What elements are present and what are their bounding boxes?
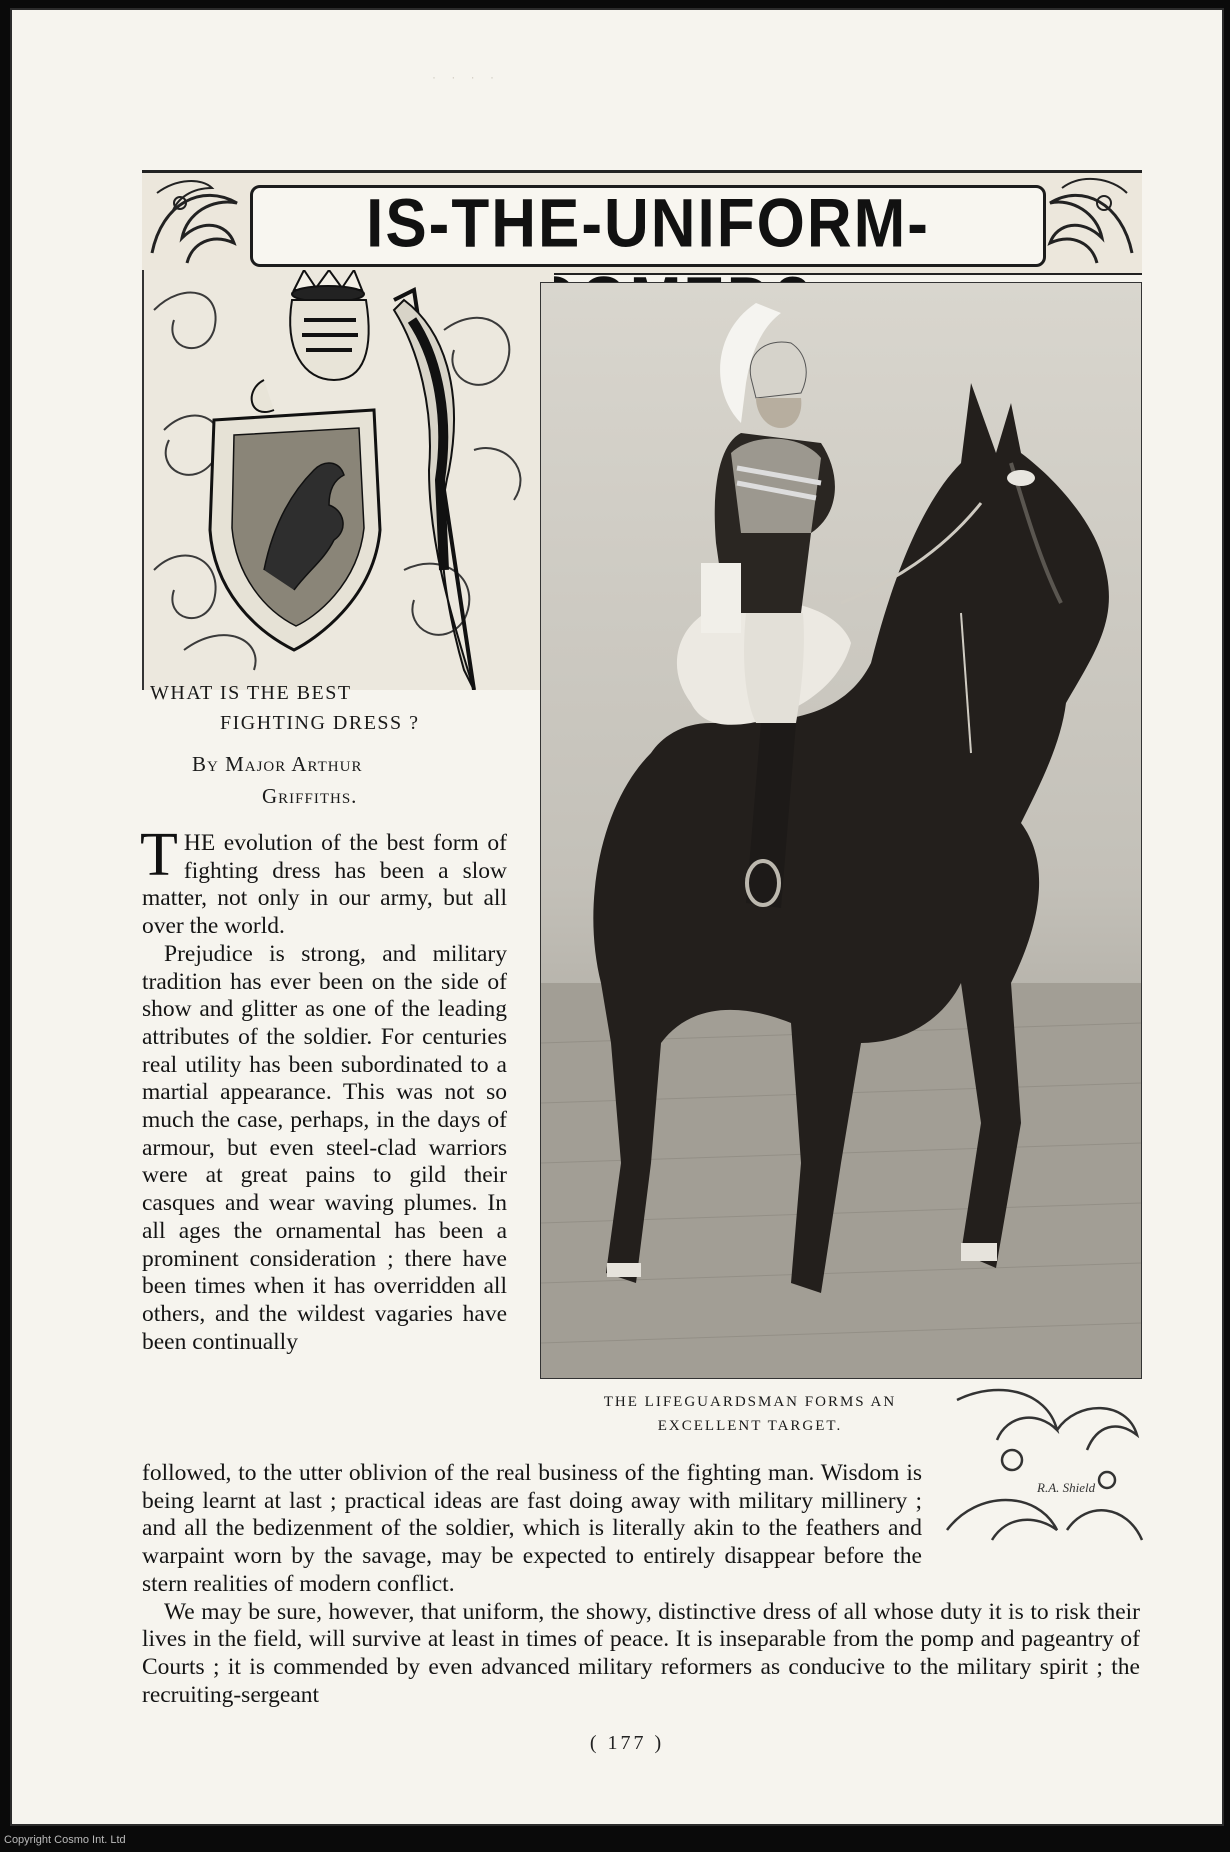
left-flourish-ornament — [142, 173, 252, 269]
coat-of-arms-drawing — [144, 270, 554, 690]
drop-cap: T — [140, 821, 178, 889]
caption-line-2: EXCELLENT TARGET. — [657, 1418, 843, 1434]
subheading — [150, 678, 510, 738]
crowned-helm — [252, 270, 369, 412]
body-column — [140, 821, 507, 1356]
paragraph-2-continued: followed, to the utter oblivion of the real business of the fighting man. Wisdom is being learnt at last ; practical ideas are fast doing away with military millinery ; and all the bedizenment of the soldier, which is literally akin to the feathers and warpaint worn by the savage, may be expected to entirely disappear before the stern realities of modern conflict. — [142, 1460, 922, 1597]
title-banner — [142, 170, 1142, 275]
paragraph-1 — [140, 821, 507, 941]
caption-line-1: THE LIFEGUARDSMAN FORMS AN — [603, 1394, 897, 1410]
artist-signature: R.A. Shield — [1037, 1480, 1096, 1495]
running-head: · · · · — [432, 70, 500, 84]
subheading-line-1: WHAT IS THE BEST — [150, 682, 352, 704]
copyright-notice: Copyright Cosmo Int. Ltd — [4, 1834, 126, 1846]
paragraph-3: We may be sure, however, that uniform, the showy, distinctive dress of all whose duty it is to risk their lives in the field, will survive at least in times of peace. It is inseparable from the pomp and pageantry of Courts ; it is commended by even advanced military reformers as conducive to the military spirit ; the recruiting-sergeant — [142, 1598, 1140, 1708]
paragraph-1-text: HE evolution of the best form of fighting dress has been a slow matter, not only in our army, but all over the world. — [142, 830, 507, 940]
photo-caption — [540, 1390, 960, 1438]
article-title: IS-THE-UNIFORM- — [366, 186, 930, 262]
paragraph-2: Prejudice is strong, and military tradition has ever been on the side of show and glitter as one of the leading attributes of the soldier. For centuries real utility has been subordinated to a martial appearance. This was not so much the case, perhaps, in the days of armour, but even steel-clad warriors were at great pains to gild their casques and wear waving plumes. In all ages the ornamental has been a prominent consideration ; there have been times when it has overridden all others, and the wildest vagaries have been continually — [142, 940, 507, 1355]
byline — [192, 748, 522, 812]
byline-line-2: Griffiths. — [262, 784, 358, 808]
lifeguardsman-photograph — [540, 282, 1142, 1379]
lion-shield — [210, 410, 380, 650]
byline-line-1: By Major Arthur — [192, 752, 363, 776]
horseman-illustration — [541, 283, 1141, 1378]
body-full-width — [142, 1460, 1140, 1709]
subheading-line-2: FIGHTING DRESS ? — [220, 712, 420, 734]
right-flourish-ornament — [1042, 173, 1142, 269]
heraldic-illustration — [142, 270, 554, 690]
flag — [394, 290, 474, 690]
title-scroll — [250, 185, 1046, 267]
page-frame — [10, 8, 1224, 1826]
page-number: ( 177 ) — [589, 1732, 665, 1754]
